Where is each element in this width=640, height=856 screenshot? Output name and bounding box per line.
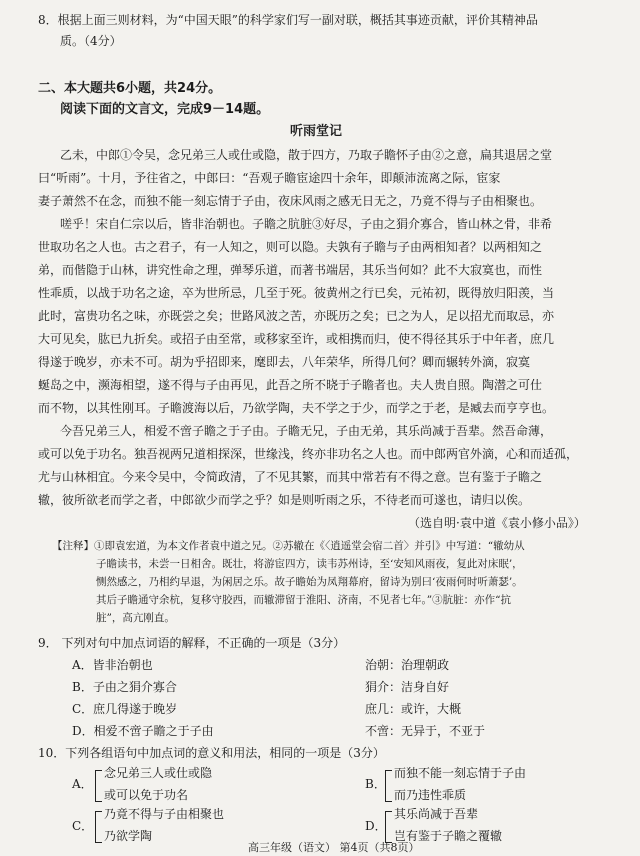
q10-c-sentence-2: 乃欲学陶 xyxy=(104,829,153,843)
note-line: 脏”，高亢刚直。 xyxy=(96,612,175,624)
q10-b-sentence-2: 而乃违性乖质 xyxy=(394,788,467,802)
passage-line: 蜒岛之中，濒海相望，遂不得与子由再见，此吾之所不晓于子瞻者也。夫人贵自照。陶潜之可仕 xyxy=(38,378,543,392)
passage-line: 今吾兄弟三人，相爱不啻子瞻之于子由。子瞻无兄，子由无弟，其乐尚减于吾辈。然吾命薄， xyxy=(60,424,553,438)
note-line: 恻然感之，乃相约早退，为闲居之乐。故子瞻始为凤翔幕府，留诗为别曰‘夜雨何时听萧瑟’。 xyxy=(96,576,523,588)
q10-option-a-letter: A． xyxy=(72,777,93,791)
q8-line-1: 8．根据上面三则材料，为“中国天眼”的科学家们写一副对联，概括其事迹贡献，评价其精神品 xyxy=(38,13,538,27)
note-line: 其后子瞻通守余杭，复移守胶西，而辙滞留于淮阳、济南，不见者七年。”③肮脏：亦作“抗 xyxy=(96,594,511,606)
q9-option-c-expl: 庶几：或许，大概 xyxy=(365,702,462,716)
passage-line: 嗟乎！宋自仁宗以后，皆非治朝也。子瞻之肮脏③好尽，子由之狷介寡合，皆山林之骨，非希 xyxy=(60,217,553,231)
passage-line: 性乖质，以战于功名之途，卒为世所忌，几至于死。彼黄州之行已矣，元祐初，既得放归阳羡，当 xyxy=(38,286,555,300)
passage-line: 或可以免于功名。独吾视两兄道相探深，世缘浅，终亦非功名之人也。而中郎两官外滴，心和而适孤， xyxy=(38,447,579,461)
passage-line: 曰“听雨”。十月，予往省之，中郎曰：“吾观子瞻宦途四十余年，即颠沛流离之际，宦家 xyxy=(38,171,501,185)
q10-b-brace xyxy=(385,770,392,802)
q10-option-c-letter: C． xyxy=(72,819,94,833)
section-heading: 二、本大题共6小题，共24分。 xyxy=(38,81,222,96)
passage-line: 此时，富贵功名之味，亦既尝之矣；世路风波之苦，亦既历之矣；已之为人，足以招尤而取忌，亦 xyxy=(38,309,555,323)
q10-d-sentence-2: 岂有鉴于子瞻之覆辙 xyxy=(394,829,503,843)
q10-option-b-letter: B． xyxy=(365,777,386,791)
section-instruction: 阅读下面的文言文，完成9－14题。 xyxy=(60,102,270,117)
q9-option-a: A．皆非治朝也 xyxy=(72,658,153,672)
q10-a-sentence-1: 念兄弟三人或仕或隐 xyxy=(104,766,213,780)
passage-line: 得遂于晚岁，亦未不可。胡为乎招即来，麾即去，八年荣华，所得几何？卿而辗转外滴，寂寞 xyxy=(38,355,531,369)
passage-line: 大可见矣，肱已九折矣。或招子由至常，或移家至许，或相携而归，使不得径其乐于中年者，庶几 xyxy=(38,332,555,346)
q10-option-d-letter: D． xyxy=(365,819,387,833)
q10-stem: 10．下列各组语句中加点词的意义和用法，相同的一项是（3分） xyxy=(38,746,385,760)
passage-line: 乙未，中郎①令吴，念兄弟三人或仕或隐，散于四方，乃取子瞻怀子由②之意，扁其退居之堂 xyxy=(60,148,553,162)
passage-title: 听雨堂记 xyxy=(290,124,343,139)
q8-line-2: 质。（4分） xyxy=(60,34,122,48)
q10-c-sentence-1: 乃竟不得与子由相聚也 xyxy=(104,807,225,821)
passage-line: 尤与山林相宜。今来令吴中，令简政清，了不见其繁，而其中常若有不得之意。岂有鉴于子瞻之 xyxy=(38,470,543,484)
passage-line: 而不物，以其性刚耳。子瞻渡海以后，乃欲学陶，夫不学之于少，而学之于老，是臧去而亨亨也。 xyxy=(38,401,555,415)
q10-a-brace xyxy=(95,770,102,802)
passage-line: 世取功名之人也。古之君子，有一人知之，则可以隐。夫孰有子瞻与子由两相知者？以两相知之 xyxy=(38,240,543,254)
page-footer: 高三年级（语文） 第4页（共8页） xyxy=(248,841,420,854)
q9-option-a-expl: 治朝：治理朝政 xyxy=(365,658,450,672)
q10-d-sentence-1: 其乐尚减于吾辈 xyxy=(394,807,479,821)
q10-a-sentence-2: 或可以免于功名 xyxy=(104,788,189,802)
passage-line: 妻子萧然不在念，而独不能一刻忘情于子由，夜床风雨之感无日无之，乃竟不得与子由相聚也。 xyxy=(38,194,543,208)
q9-option-b-expl: 狷介：洁身自好 xyxy=(365,680,450,694)
q9-stem: 9． 下列对句中加点词语的解释，不正确的一项是（3分） xyxy=(38,636,346,650)
q10-b-sentence-1: 而独不能一刻忘情于子由 xyxy=(394,766,527,780)
passage-line: 辙，彼所欲老而学之者，中郎欲少而学之乎？如是则听雨之乐，不待老而可遂也，请归以俟。 xyxy=(38,493,531,507)
note-line: 子瞻读书，未尝一日相舍。既壮，将游宦四方，读韦苏州诗，至‘安知风雨夜，复此对床眠’， xyxy=(96,558,523,570)
q9-option-d: D．相爱不啻子瞻之于子由 xyxy=(72,724,214,738)
q9-option-c: C．庶几得遂于晚岁 xyxy=(72,702,178,716)
q10-d-brace xyxy=(385,811,392,843)
passage-line: 弟，而偕隐于山林，讲究性命之理，弹琴乐道，而著书端居，其乐当何如？此不大寂寞也，而性 xyxy=(38,263,543,277)
note-line: 【注释】①即袁宏道，为本文作者袁中道之兄。②苏辙在《〈逍遥堂会宿二首〉并引》中写道：“辙幼从 xyxy=(52,540,525,552)
q9-option-d-expl: 不啻：无异于，不亚于 xyxy=(365,724,486,738)
q10-c-brace xyxy=(95,811,102,843)
q9-option-b: B．子由之狷介寡合 xyxy=(72,680,177,694)
passage-source: （选自明·袁中道《袁小修小品》） xyxy=(408,516,586,530)
